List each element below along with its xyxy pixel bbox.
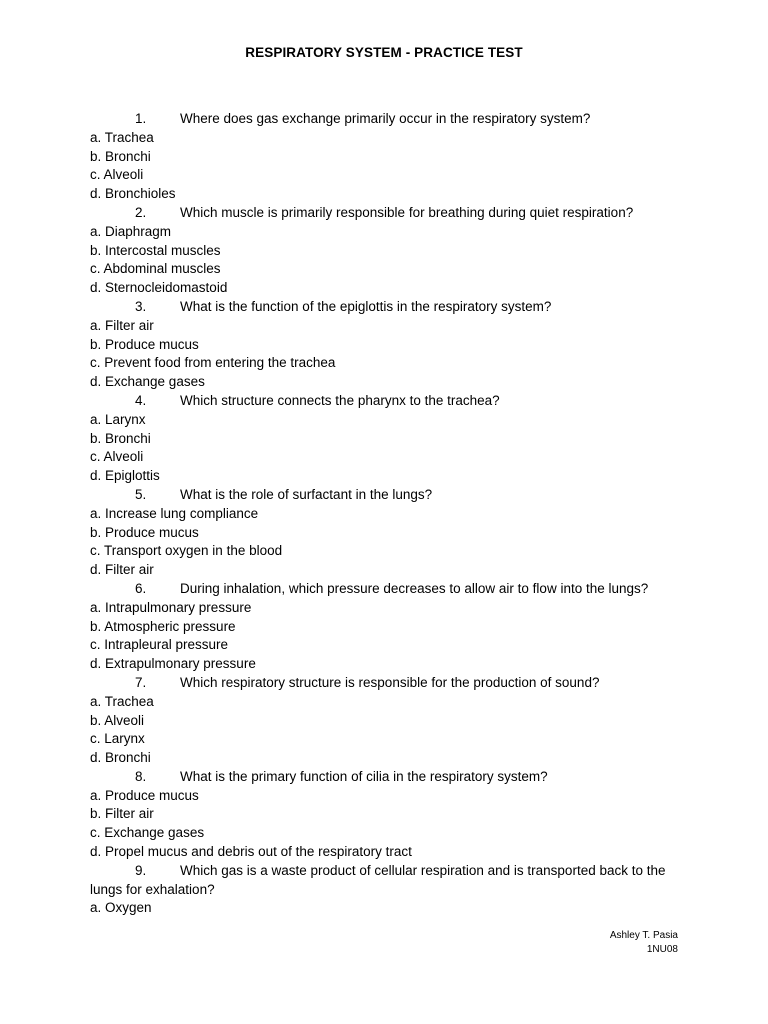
answer-option: b. Produce mucus: [90, 336, 199, 352]
question-text: What is the function of the epiglottis in the respiratory system?: [180, 298, 552, 314]
answer-option: b. Intercostal muscles: [90, 242, 221, 258]
question-number: 3.: [135, 298, 147, 314]
answer-option: a. Filter air: [90, 317, 154, 333]
answer-option: d. Epiglottis: [90, 468, 160, 484]
question-prompt: [90, 580, 690, 599]
answer-option: d. Extrapulmonary pressure: [90, 656, 256, 672]
question-7: [90, 674, 690, 768]
answer-option: d. Propel mucus and debris out of the respiratory tract: [90, 844, 412, 860]
question-text: What is the primary function of cilia in the respiratory system?: [180, 768, 548, 784]
answer-option: a. Larynx: [90, 411, 146, 427]
answer-option: b. Bronchi: [90, 430, 151, 446]
section-code: 1NU08: [646, 944, 678, 955]
answer-option: c. Abdominal muscles: [90, 261, 221, 277]
question-number: 9.: [135, 862, 147, 878]
question-number: 5.: [135, 486, 147, 502]
question-6: [90, 580, 690, 674]
answer-option: b. Alveoli: [90, 712, 145, 728]
question-text: What is the role of surfactant in the lungs?: [180, 486, 433, 502]
question-text: Which respiratory structure is responsible for the production of sound?: [180, 674, 600, 690]
question-prompt: [90, 486, 690, 505]
answer-option: d. Bronchi: [90, 750, 151, 766]
answer-option: b. Bronchi: [90, 148, 151, 164]
question-prompt: [90, 298, 690, 317]
answer-option: b. Filter air: [90, 806, 154, 822]
question-text: During inhalation, which pressure decreases to allow air to flow into the lungs?: [180, 580, 649, 596]
footer: [610, 929, 678, 957]
answer-option: a. Trachea: [90, 129, 154, 145]
question-3: [90, 298, 690, 392]
question-text: Where does gas exchange primarily occur in the respiratory system?: [180, 111, 591, 126]
question-prompt: [90, 392, 690, 411]
answer-option: c. Alveoli: [90, 167, 144, 183]
question-4: [90, 392, 690, 486]
question-number: 4.: [135, 392, 147, 408]
question-9: [90, 862, 690, 918]
author-name: Ashley T. Pasia: [609, 930, 678, 941]
question-list: [90, 110, 690, 918]
answer-option: c. Larynx: [90, 731, 145, 747]
answer-option: d. Filter air: [90, 562, 154, 578]
question-number: 7.: [135, 674, 147, 690]
answer-option: a. Increase lung compliance: [90, 505, 259, 521]
question-prompt: [90, 768, 690, 787]
question-number: 2.: [135, 204, 147, 220]
answer-option: b. Atmospheric pressure: [90, 618, 236, 634]
question-prompt: [90, 674, 690, 693]
page-title: RESPIRATORY SYSTEM - PRACTICE TEST: [245, 45, 523, 60]
answer-option: d. Bronchioles: [90, 186, 176, 202]
question-1: [90, 110, 690, 204]
question-number: 1.: [135, 111, 147, 126]
answer-option: c. Exchange gases: [90, 825, 205, 841]
answer-option: a. Intrapulmonary pressure: [90, 599, 252, 615]
question-text: Which gas is a waste product of cellular respiration and is transported back to the: [180, 862, 666, 878]
answer-option: a. Produce mucus: [90, 787, 199, 803]
question-2: [90, 204, 690, 298]
question-text: Which muscle is primarily responsible for breathing during quiet respiration?: [180, 204, 634, 220]
answer-option: d. Sternocleidomastoid: [90, 280, 228, 296]
answer-option: c. Alveoli: [90, 449, 144, 465]
question-8: [90, 768, 690, 862]
question-prompt: [90, 110, 690, 129]
question-5: [90, 486, 690, 580]
question-prompt: [90, 862, 690, 881]
question-text: Which structure connects the pharynx to the trachea?: [180, 392, 500, 408]
question-prompt: [90, 204, 690, 223]
question-text-continued: lungs for exhalation?: [90, 881, 215, 897]
answer-option: c. Intrapleural pressure: [90, 637, 229, 653]
answer-option: b. Produce mucus: [90, 524, 199, 540]
question-number: 6.: [135, 580, 147, 596]
answer-option: c. Prevent food from entering the trachea: [90, 355, 336, 371]
answer-option: a. Oxygen: [90, 900, 152, 916]
answer-option: c. Transport oxygen in the blood: [90, 543, 283, 559]
answer-option: d. Exchange gases: [90, 374, 205, 390]
answer-option: a. Trachea: [90, 693, 154, 709]
answer-option: a. Diaphragm: [90, 223, 172, 239]
question-number: 8.: [135, 768, 147, 784]
